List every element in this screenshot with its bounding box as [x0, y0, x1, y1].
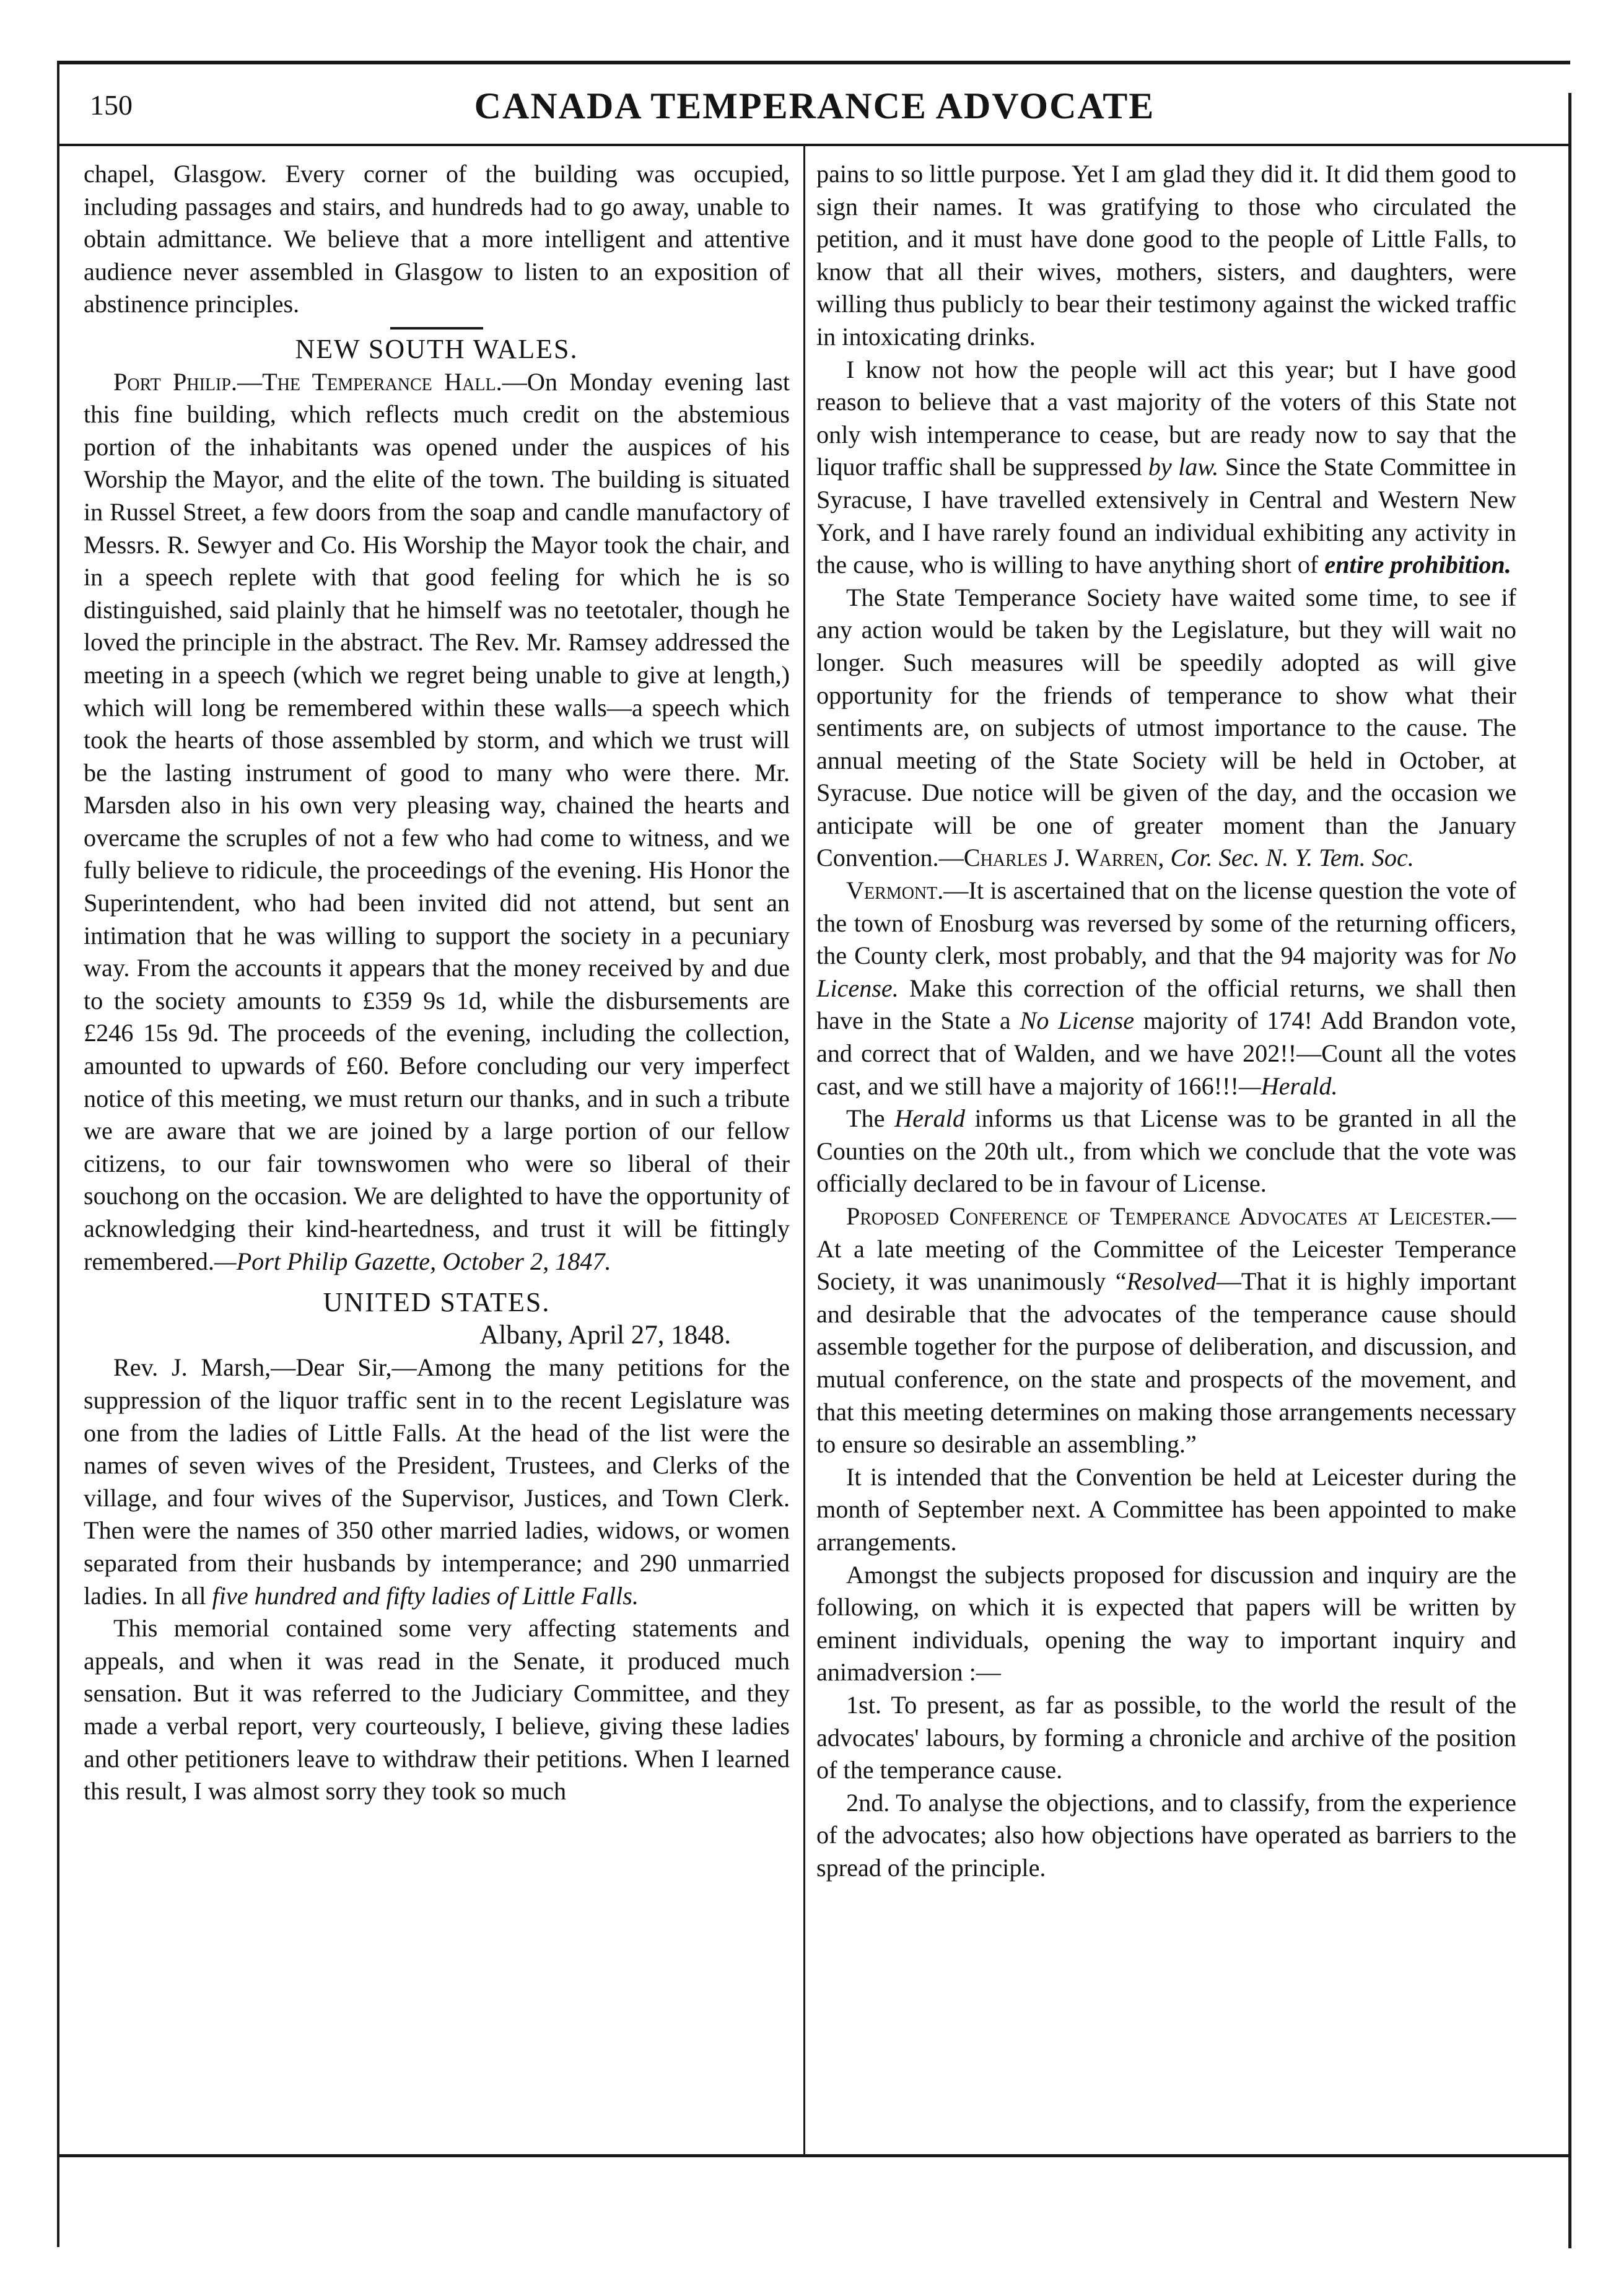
lead-in: Port Philip.—The Temperance Hall. — [113, 367, 502, 396]
paragraph: The Herald informs us that License was to be granted in all the Counties on the 20th ult., from which we conclude that the vote was officially declared to be in favour of License. — [816, 1104, 1516, 1198]
dateline: Albany, April 27, 1848. — [479, 1320, 731, 1350]
paragraph: Proposed Conference of Temperance Advocates at Leicester.—At a late meeting of the Committee of the Leicester Temperance Society, it was unanimously “Resolved—That it is highly important and desirable that the advocates of the temperance cause should assemble together for the purpose of deliberation, and discussion, and mutual conference, on the state and prospects of the movement, and that this meeting determines on making those arrangements necessary to ensure so desirable an assembling.” — [816, 1202, 1516, 1459]
page-number: 150 — [90, 89, 133, 121]
paragraph: pains to so little purpose. Yet I am glad they did it. It did them good to sign their names. It was gratifying to those who circulated the petition, and it must have done good to the people of Little Falls, to know that all their wives, mothers, sisters, and daughters, were willing thus publicly to bear their testimony against the wicked traffic in intoxicating drinks. — [816, 160, 1516, 351]
paragraph: Port Philip.—The Temperance Hall.—On Monday evening last this fine building, which reflects much credit on the abstemious portion of the inhabitants was opened under the auspices of his Worship the Mayor, and the elite of the town. The building is situated in Russel Street, a few doors from the soap and candle manufactory of Messrs. R. Sewyer and Co. His Worship the Mayor took the chair, and in a speech replete with that good feeling for which he is so distinguished, said plainly that he himself was no teetotaler, though he loved the principle in the abstract. The Rev. Mr. Ramsey addressed the meeting in a speech (which we regret being unable to give at length,) which will long be remembered within these walls—a speech which took the hearts of those assembled by storm, and which we trust will be the lasting instrument of good to many who were there. Mr. Marsden also in his own very pleasing way, chained the hearts and overcame the scruples of not a few who had come to witness, and we fully believe to ridicule, the proceedings of the evening. His Honor the Superintendent, who had been invited did not attend, but sent an intimation that he was willing to support the society in a pecuniary way. From the accounts it appears that the money received by and due to the society amounts to £359 9s 1d, while the disbursements are £246 15s 9d. The proceeds of the evening, including the collection, amounted to upwards of £60. Before concluding our very imperfect notice of this meeting, we must return our thanks, and in such a tribute we are aware that we are joined by a large portion of our fellow citizens, to our fair townswomen who were so liberal of their souchong on the occasion. We are delighted to have the opportunity of acknowledging their kind-heartedness, and trust it will be fittingly remembered.—Port Philip Gazette, October 2, 1847. — [84, 367, 790, 1275]
paragraph: 2nd. To analyse the objections, and to classify, from the experience of the advocates; also how objections have operated as barriers to the spread of the principle. — [816, 1788, 1516, 1882]
paragraph: chapel, Glasgow. Every corner of the building was occupied, including passages and stairs, and hundreds had to go away, unable to obtain admittance. We believe that a more intelligent and attentive audience never assembled in Glasgow to listen to an exposition of abstinence principles. — [84, 160, 790, 318]
paragraph: This memorial contained some very affecting statements and appeals, and when it was read in the Senate, it produced much sensation. But it was referred to the Judiciary Committee, and they made a verbal report, very courteously, I believe, giving these ladies and other petitioners leave to withdraw their petitions. When I learned this result, I was almost sorry they took so much — [84, 1614, 790, 1805]
source-citation: —Port Philip Gazette, October 2, 1847. — [214, 1247, 611, 1275]
page-title: CANADA TEMPERANCE ADVOCATE — [474, 85, 1155, 126]
paragraph: I know not how the people will act this year; but I have good reason to believe that a vast majority of the voters of this State not only wish intemperance to cease, but are ready now to say that the liquor traffic shall be suppressed by law. Since the State Committee in Syracuse, I have travelled extensively in Central and Western New York, and I have rarely found an individual exhibiting any activity in the cause, who is willing to have anything short of entire prohibition. — [816, 355, 1516, 579]
paragraph: 1st. To present, as far as possible, to the world the result of the advocates' labours, by forming a chronicle and archive of the position of the temperance cause. — [816, 1690, 1516, 1784]
right-border — [1568, 93, 1571, 2248]
section-heading: NEW SOUTH WALES. — [295, 333, 579, 364]
paragraph: It is intended that the Convention be held at Leicester during the month of September next. A Committee has been appointed to make arrangements. — [816, 1462, 1516, 1556]
right-column — [816, 158, 1516, 2143]
signature: —Charles J. Warren, — [938, 844, 1164, 872]
lead-in: Vermont. — [846, 876, 944, 905]
paragraph: Rev. J. Marsh,—Dear Sir,—Among the many petitions for the suppression of the liquor traffic sent in to the recent Legislature was one from the ladies of Little Falls. At the head of the list were the names of seven wives of the President, Trustees, and Clerks of the village, and four wives of the Supervisor, Justices, and Town Clerk. Then were the names of 350 other married ladies, widows, or women separated from their husbands by intemperance; and 290 unmarried ladies. In all five hundred and fifty ladies of Little Falls. — [84, 1353, 790, 1610]
bottom-border — [59, 2154, 1570, 2157]
left-column — [84, 158, 790, 2143]
left-border — [57, 61, 59, 2247]
paragraph: The State Temperance Society have waited some time, to see if any action would be taken by the Legislature, but they will wait no longer. Such measures will be speedily adopted as will give opportunity for the friends of temperance to show what their sentiments are, on subjects of utmost importance to the cause. The annual meeting of the State Society will be held in October, at Syracuse. Due notice will be given of the day, and the occasion we anticipate will be one of greater moment than the January Convention.—Charles J. Warren, Cor. Sec. N. Y. Tem. Soc. — [816, 583, 1516, 872]
lead-in: Proposed Conference of Temperance Advocates at Leicester. — [846, 1202, 1492, 1230]
signature-title: Cor. Sec. N. Y. Tem. Soc. — [1170, 844, 1414, 872]
section-divider — [390, 327, 483, 330]
paragraph: Vermont.—It is ascertained that on the license question the vote of the town of Enosburg was reversed by some of the returning officers, the County clerk, most probably, and that the 94 majority was for No License. Make this correction of the official returns, we shall then have in the State a No License majority of 174! Add Brandon vote, and correct that of Walden, and we have 202!!—Count all the votes cast, and we still have a majority of 166!!!—Herald. — [816, 876, 1516, 1100]
column-divider — [803, 146, 805, 2156]
page-header — [59, 77, 1570, 146]
section-heading: UNITED STATES. — [323, 1287, 551, 1318]
top-border — [59, 61, 1570, 64]
paragraph: Amongst the subjects proposed for discussion and inquiry are the following, on which it is expected that papers will be written by eminent individuals, opening the way to important inquiry and animadversion :— — [816, 1560, 1516, 1687]
